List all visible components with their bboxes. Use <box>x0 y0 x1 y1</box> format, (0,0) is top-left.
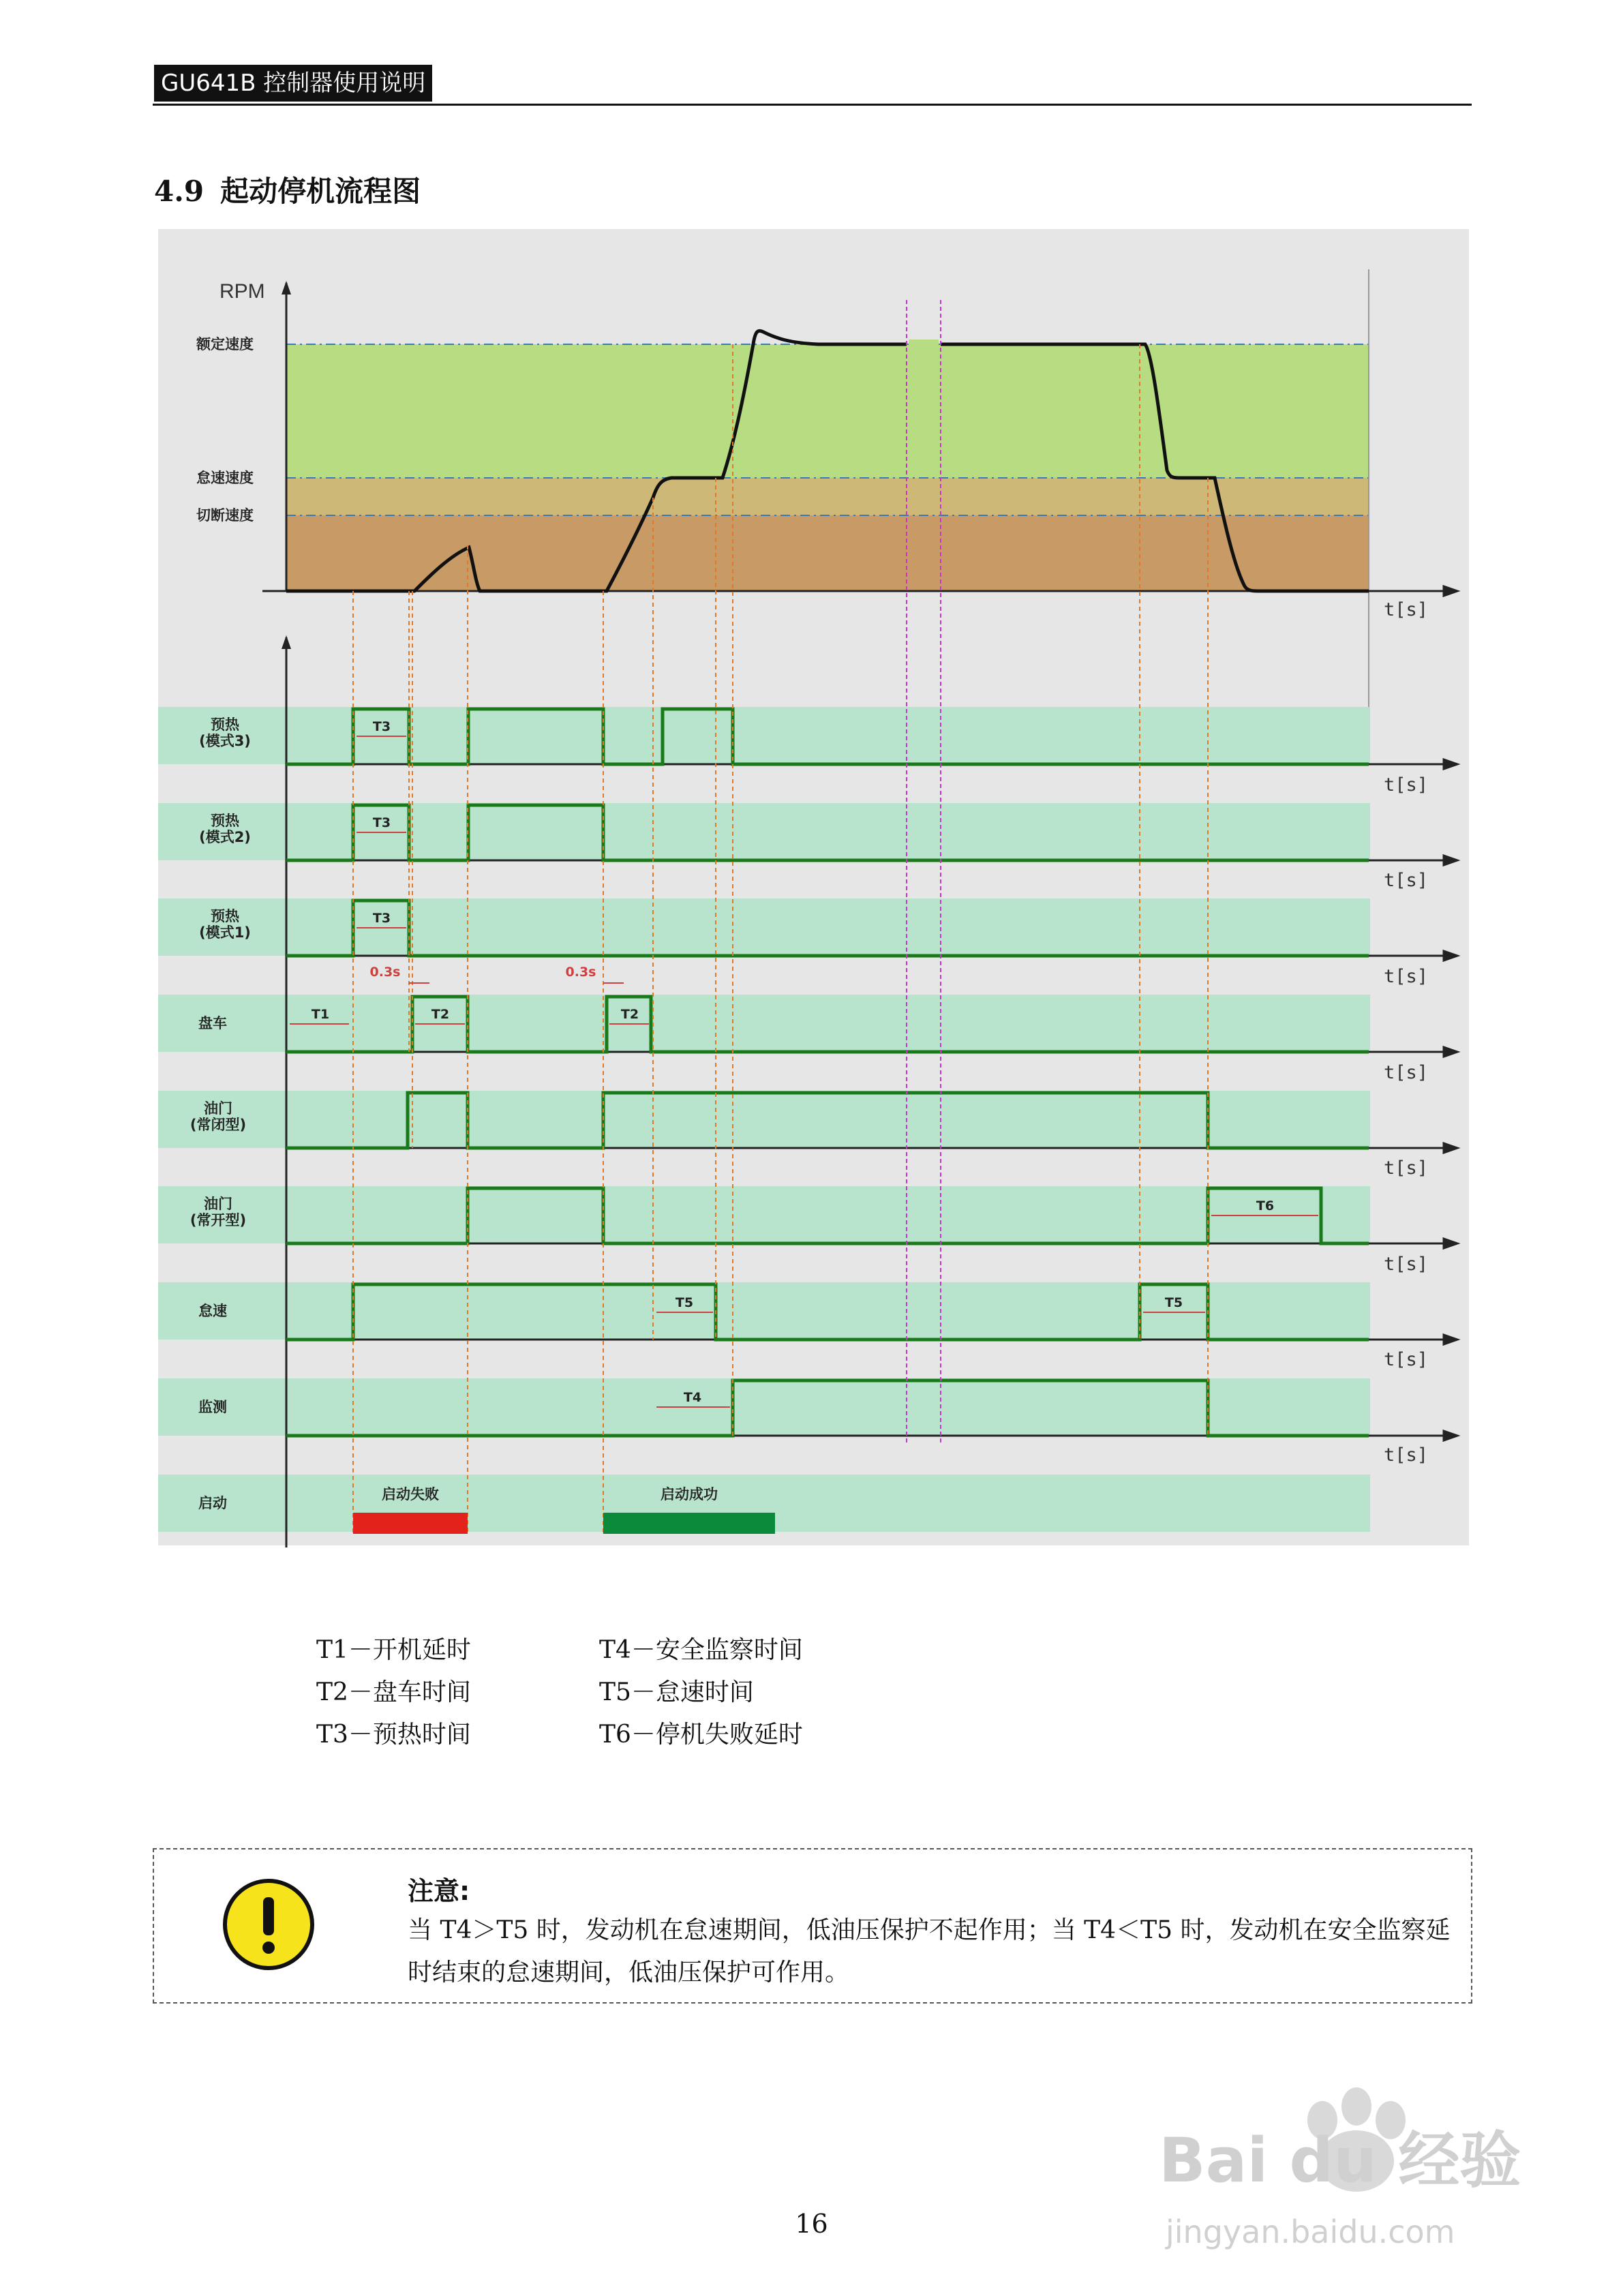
t5-label: T5 <box>675 1295 694 1310</box>
legend-item: T1－开机延时 <box>316 1636 471 1664</box>
channel-sub: (模式1) <box>199 924 251 941</box>
start-stop-flowchart <box>154 226 1473 1547</box>
start-fail-bar <box>353 1513 468 1534</box>
band-throttle-no <box>158 1186 1370 1243</box>
start-success-label: 启动成功 <box>661 1486 718 1502</box>
legend-item: T6－停机失败延时 <box>599 1721 803 1749</box>
t3-label: T3 <box>372 719 391 734</box>
start-fail-label: 启动失败 <box>382 1486 439 1502</box>
header-title: GU641B 控制器使用说明 <box>154 65 432 102</box>
page-number: 16 <box>795 2209 828 2239</box>
t5-label: T5 <box>1164 1295 1183 1310</box>
legend-row <box>316 1714 803 1756</box>
t2-label: T2 <box>620 1007 639 1022</box>
legend-item: T5－怠速时间 <box>599 1678 754 1706</box>
watermark-brand: Bai du 经验 <box>1159 2125 1521 2196</box>
t4-label: T4 <box>683 1390 702 1405</box>
idle-zone <box>286 478 1369 515</box>
section-heading: 起动停机流程图 <box>220 175 421 208</box>
channel-name: 怠速 <box>198 1303 227 1319</box>
band-preheat-3 <box>158 707 1370 764</box>
header-rule <box>153 104 1472 106</box>
t3-label: T3 <box>372 815 391 830</box>
legend-item: T3－预热时间 <box>316 1721 471 1749</box>
channel-sub: (模式3) <box>199 733 251 749</box>
channel-sub: (常闭型) <box>189 1117 247 1133</box>
time-label: t[s] <box>1384 1445 1429 1466</box>
cut-speed-label: 切断速度 <box>196 507 254 524</box>
cut-zone <box>286 515 1369 591</box>
time-label: t[s] <box>1384 966 1429 987</box>
rated-zone <box>286 344 1369 478</box>
delay-03-label: 0.3s <box>369 965 401 980</box>
time-label: t[s] <box>1384 1254 1429 1275</box>
band-throttle-nc <box>158 1091 1370 1148</box>
channel-sub: (模式2) <box>199 829 251 845</box>
time-legend <box>316 1629 803 1756</box>
channel-bands <box>158 707 1370 1532</box>
note-box <box>153 1848 1472 2004</box>
channel-name: 启动 <box>198 1495 227 1511</box>
band-preheat-1 <box>158 898 1370 956</box>
start-success-bar <box>603 1513 775 1534</box>
rated-speed-label: 额定速度 <box>196 336 254 352</box>
t1-label: T1 <box>311 1007 330 1022</box>
legend-item: T2－盘车时间 <box>316 1678 471 1706</box>
time-break-gap <box>909 339 939 349</box>
channel-name: 监测 <box>198 1399 227 1415</box>
section-number: 4.9 <box>154 175 204 208</box>
note-text: 当 T4＞T5 时，发动机在怠速期间，低油压保护不起作用；当 T4＜T5 时，发动机在安全监察延时结束的怠速期间，低油压保护可作用。 <box>408 1916 1451 1987</box>
band-idle <box>158 1282 1370 1340</box>
t6-label: T6 <box>1256 1198 1275 1213</box>
band-monitor <box>158 1378 1370 1436</box>
time-label: t[s] <box>1384 1062 1429 1083</box>
channel-name: 盘车 <box>198 1015 227 1031</box>
legend-row <box>316 1672 803 1714</box>
legend-item: T4－安全监察时间 <box>599 1636 803 1664</box>
legend-row <box>316 1629 803 1672</box>
time-label: t[s] <box>1384 774 1429 796</box>
channel-name: 预热 <box>211 908 239 924</box>
baidu-watermark <box>1152 2066 1534 2270</box>
channel-sub: (常开型) <box>189 1212 247 1228</box>
t3-label: T3 <box>372 911 391 926</box>
rpm-label: RPM <box>219 280 265 303</box>
time-label: t[s] <box>1384 870 1429 891</box>
time-label: t[s] <box>1384 1349 1429 1370</box>
note-title: 注意: <box>408 1876 470 1906</box>
time-label: t[s] <box>1384 1158 1429 1179</box>
t2-label: T2 <box>431 1007 450 1022</box>
band-preheat-2 <box>158 803 1370 860</box>
channel-name: 预热 <box>211 716 239 733</box>
channel-name: 油门 <box>204 1100 232 1117</box>
idle-speed-label: 怠速速度 <box>196 470 254 486</box>
channel-name: 油门 <box>204 1196 232 1212</box>
delay-03-label: 0.3s <box>565 965 596 980</box>
section-title <box>154 169 421 210</box>
watermark-url: jingyan.baidu.com <box>1166 2214 1455 2250</box>
time-label: t[s] <box>1384 599 1429 620</box>
channel-name: 预热 <box>211 813 239 829</box>
warning-icon <box>222 1878 315 1971</box>
